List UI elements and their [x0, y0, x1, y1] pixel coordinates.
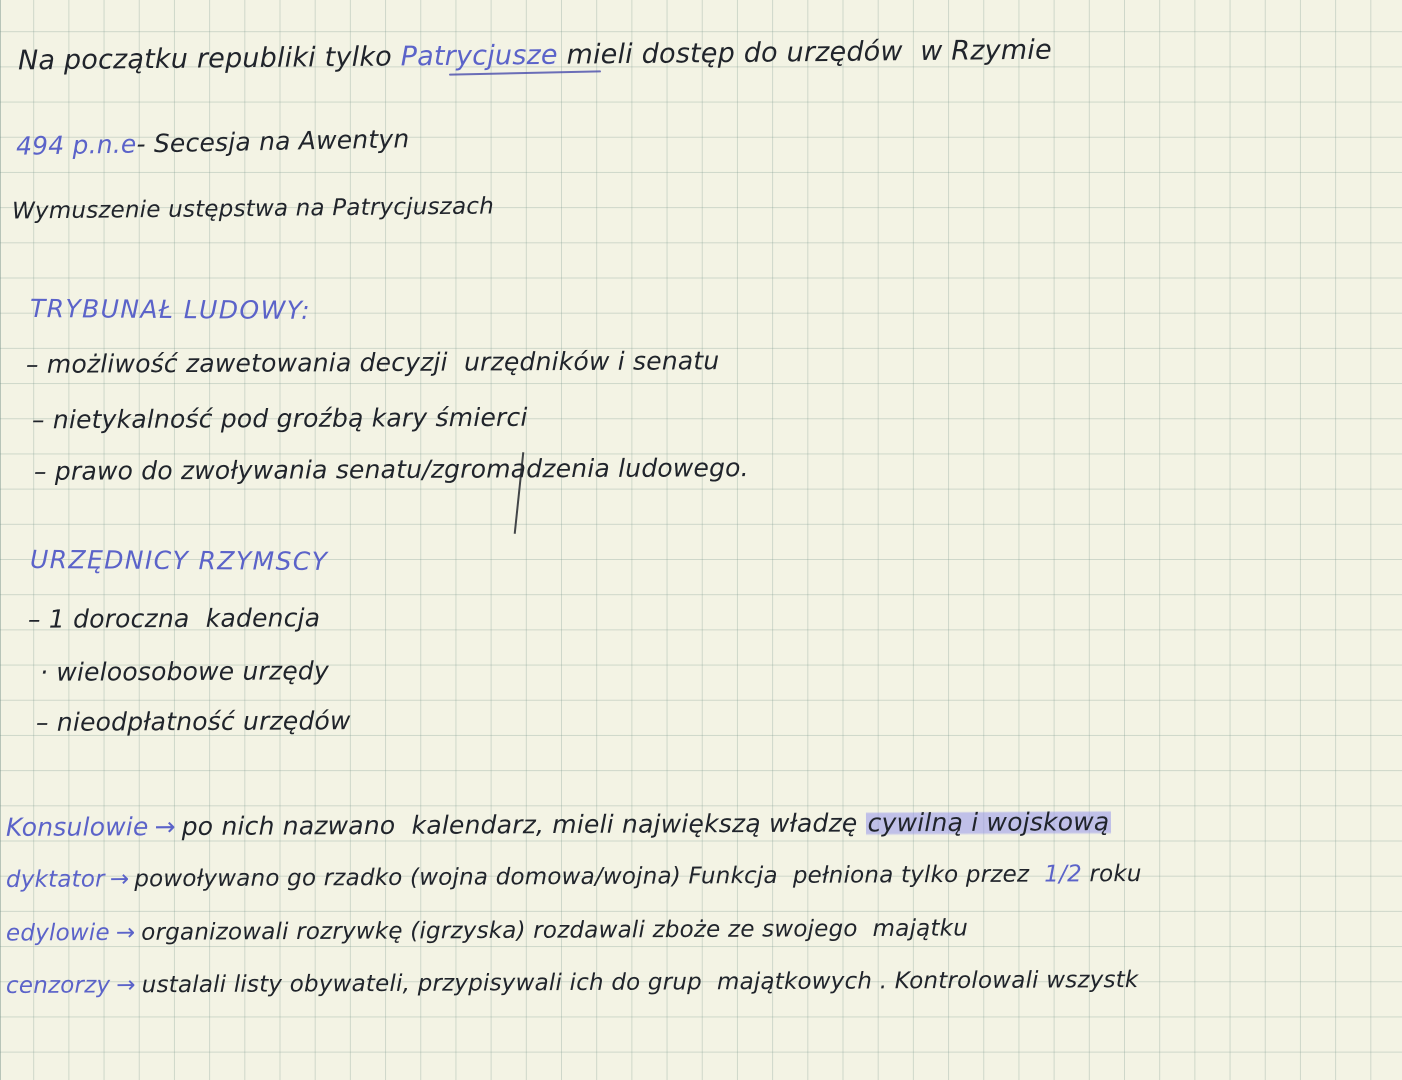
role-row-cenzorzy	[6, 967, 1139, 999]
role-desc-dyktator: powoływano go rzadko (wojna domowa/wojna) Funkcja pełniona tylko przez	[134, 861, 1045, 893]
fraction-half: 1/2	[1044, 861, 1082, 888]
date-rest: - Secesja na Awentyn	[136, 124, 410, 159]
intro-text-after: mieli dostęp do urzędów w Rzymie	[557, 34, 1053, 71]
arrow-icon: →	[154, 812, 176, 842]
arrow-icon: →	[109, 866, 130, 893]
role-desc-dyktator-after: roku	[1081, 861, 1142, 888]
arrow-icon: →	[116, 972, 136, 999]
role-row-edylowie	[6, 915, 968, 946]
officials-item-0: – 1 doroczna kadencja	[27, 603, 321, 634]
role-row-dyktator	[6, 861, 1142, 893]
officials-item-1: · wieloosobowe urzędy	[39, 656, 330, 687]
intro-line	[18, 35, 1052, 77]
date-line	[16, 124, 410, 161]
role-row-konsulowie	[6, 807, 1112, 842]
heading-urzednicy-rzymscy: URZĘDNICY RZYMSCY	[29, 544, 329, 577]
heading-trybunal-ludowy: TRYBUNAŁ LUDOWY:	[29, 294, 312, 325]
role-name-edylowie: edylowie	[5, 919, 110, 947]
date-value: 494 p.n.e	[15, 129, 137, 161]
intro-text-before: Na początku republiki tylko	[17, 41, 401, 77]
role-desc-cenzorzy: ustalali listy obywateli, przypisywali ich do grup majątkowych . Kontrolowali wszystk	[141, 967, 1139, 999]
intro-keyword-patrycjusze: Patrycjusze	[400, 39, 558, 73]
role-name-dyktator: dyktator	[5, 866, 105, 893]
tribune-item-1: – nietykalność pod groźbą kary śmierci	[31, 402, 528, 435]
role-desc-edylowie: organizowali rozrywkę (igrzyska) rozdawali zboże ze swojego majątku	[141, 915, 969, 946]
forced-line: Wymuszenie ustępstwa na Patrycjuszach	[11, 193, 495, 225]
arrow-icon: →	[115, 919, 136, 946]
highlight-cywilna-i-wojskowa: cywilną i wojskową	[867, 807, 1110, 838]
tribune-item-0: – możliwość zawetowania decyzji urzędników i senatu	[25, 346, 720, 379]
role-name-cenzorzy: cenzorzy	[5, 972, 111, 999]
role-name-konsulowie: Konsulowie	[5, 812, 149, 842]
officials-item-2: – nieodpłatność urzędów	[35, 706, 351, 737]
tribune-item-2: – prawo do zwoływania senatu/zgromadzenia ludowego.	[33, 453, 749, 486]
role-desc-konsulowie: po nich nazwano kalendarz, mieli największą władzę	[181, 808, 866, 841]
